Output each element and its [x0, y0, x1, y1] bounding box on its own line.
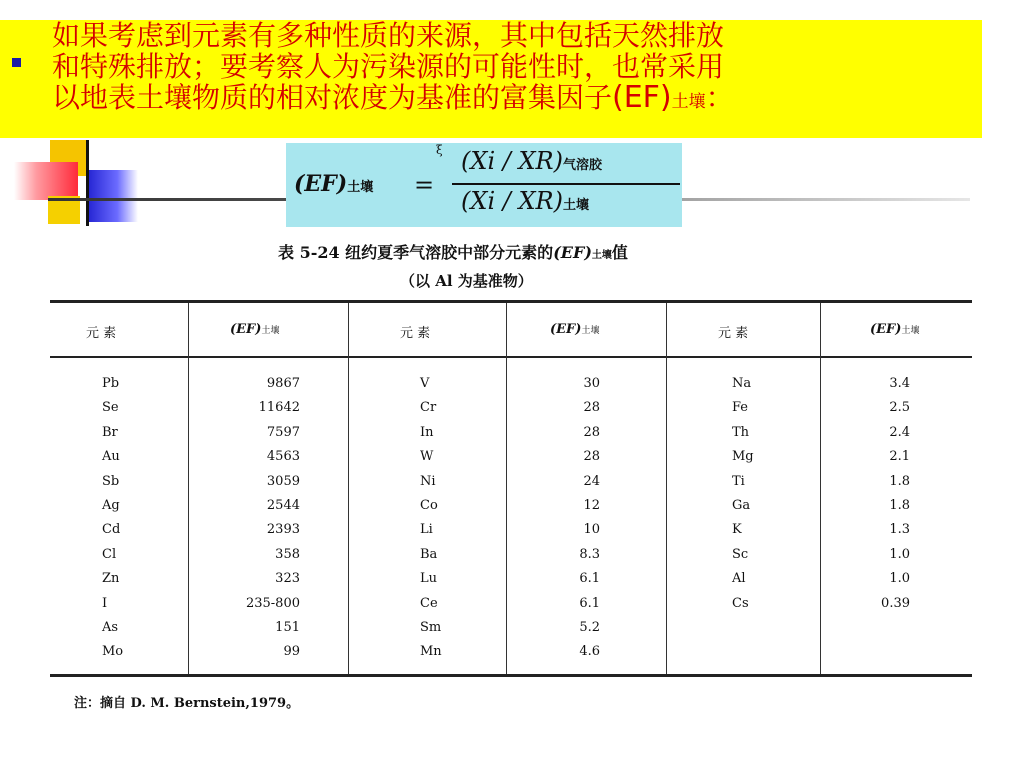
table-cell: 1.0: [889, 571, 910, 587]
table-cell: 3059: [266, 473, 300, 489]
col-values-3: [868, 372, 910, 616]
decor-vertical-line: [86, 140, 89, 226]
table-cell: 2393: [266, 522, 300, 538]
table-cell: Al: [732, 571, 746, 587]
table-cell: 3.4: [889, 376, 910, 391]
decor-horizontal-line-fade: [640, 198, 970, 201]
formula-denominator-subscript: 土壤: [563, 198, 590, 213]
formula-mark: ξ: [436, 143, 443, 157]
table-cell: 24: [583, 473, 600, 489]
table-column-divider: [188, 303, 189, 674]
table-column-divider: [506, 303, 507, 674]
intro-text: [52, 20, 972, 118]
intro-highlight-box: [0, 20, 982, 138]
col-elements-1: [102, 372, 123, 665]
table-cell: Zn: [102, 571, 120, 587]
table-cell: 1.0: [889, 546, 910, 562]
table-cell: In: [420, 424, 434, 440]
table-cell: I: [102, 595, 108, 611]
table-cell: 7597: [266, 424, 300, 440]
table-cell: Ag: [102, 497, 120, 513]
table-cell: W: [420, 449, 434, 465]
table-cell: 2.4: [889, 424, 910, 440]
formula-lhs-symbol: (EF): [294, 171, 348, 197]
intro-ef-subscript: 土壤: [671, 92, 706, 112]
decor-blue-square: [86, 170, 138, 222]
header-ef-3-symbol: (EF): [870, 322, 902, 337]
table-cell: 5.2: [579, 619, 600, 635]
table-cell: 4.6: [579, 644, 600, 660]
table-cell: 1.3: [889, 522, 910, 538]
table-source-note: 注：摘自 D. M. Bernstein,1979。: [74, 696, 300, 711]
table-cell: Cl: [102, 546, 117, 562]
table-cell: 28: [583, 449, 600, 465]
table-caption: [278, 240, 758, 263]
table-caption-prefix: 表 5-24 纽约夏季气溶胶中部分元素的: [278, 243, 554, 262]
table-cell: K: [732, 522, 742, 538]
formula-lhs: [294, 171, 373, 197]
table-cell: Se: [102, 400, 119, 416]
col-values-2: [540, 372, 600, 665]
header-ef-3-subscript: 土壤: [901, 326, 920, 336]
formula-denominator: [461, 187, 589, 215]
header-ef-2: [550, 322, 599, 337]
col-values-1: [220, 372, 300, 665]
table-cell: 8.3: [579, 546, 600, 562]
table-cell: 99: [283, 644, 300, 660]
table-cell: 1.8: [889, 473, 910, 489]
formula-numerator-expr: (Xi / XR): [461, 147, 563, 175]
table-cell: Ga: [732, 497, 751, 513]
table-cell: 151: [275, 619, 300, 635]
header-ef-3: [870, 322, 919, 337]
table-cell: Cs: [732, 595, 749, 611]
table-cell: Pb: [102, 376, 120, 391]
table-cell: 323: [275, 571, 300, 587]
ef-formula: [286, 143, 682, 227]
table-cell: Th: [732, 424, 750, 440]
header-ef-1-subscript: 土壤: [261, 326, 280, 336]
formula-numerator: [461, 147, 602, 175]
formula-lhs-subscript: 土壤: [347, 180, 374, 195]
table-cell: 4563: [266, 449, 300, 465]
table-cell: 358: [275, 546, 300, 562]
header-element-3: 元 素: [718, 326, 749, 341]
header-element-1: 元 素: [86, 326, 117, 341]
table-cell: Cr: [420, 400, 437, 416]
table-cell: 235-800: [245, 595, 300, 611]
table-cell: 12: [583, 497, 600, 513]
table-cell: Sc: [732, 546, 749, 562]
table-cell: 2.5: [889, 400, 910, 416]
table-column-divider: [348, 303, 349, 674]
table-cell: Ce: [420, 595, 438, 611]
table-cell: 28: [583, 424, 600, 440]
header-element-2: 元 素: [400, 326, 431, 341]
header-ef-2-subscript: 土壤: [581, 326, 600, 336]
decor-red-square: [14, 162, 78, 200]
bullet-icon: [12, 58, 21, 67]
table-cell: V: [420, 376, 430, 391]
table-cell: Fe: [732, 400, 749, 416]
header-ef-1: [230, 322, 279, 337]
table-cell: 6.1: [579, 595, 600, 611]
table-cell: 1.8: [889, 497, 910, 513]
formula-fraction-bar: [452, 183, 680, 185]
table-subcaption: （以 Al 为基准物）: [400, 272, 533, 290]
table-bottom-rule: [50, 674, 972, 677]
table-cell: 30: [583, 376, 600, 391]
table-cell: Br: [102, 424, 118, 440]
table-column-divider: [820, 303, 821, 674]
table-caption-suffix: 值: [611, 243, 628, 262]
table-cell: As: [102, 619, 119, 635]
table-cell: Co: [420, 497, 438, 513]
intro-line-3-text: 以地表土壤物质的相对浓度为基准的富集因子: [52, 81, 613, 114]
table-cell: Li: [420, 522, 433, 538]
table-cell: Mg: [732, 449, 754, 465]
table-cell: Mn: [420, 644, 442, 660]
intro-ef-symbol: (EF): [612, 80, 672, 115]
table-cell: Ni: [420, 473, 436, 489]
header-ef-1-symbol: (EF): [230, 322, 262, 337]
table-cell: Au: [102, 449, 120, 465]
table-cell: Ti: [732, 473, 745, 489]
table-cell: Lu: [420, 571, 438, 587]
table-cell: 6.1: [579, 571, 600, 587]
table-cell: Mo: [102, 644, 124, 660]
table-cell: 10: [583, 522, 600, 538]
table-cell: 0.39: [881, 595, 910, 611]
table-caption-subscript: 土壤: [591, 250, 612, 261]
formula-equals: =: [414, 171, 435, 199]
table-cell: 28: [583, 400, 600, 416]
table-cell: 2544: [266, 497, 300, 513]
table-cell: Sm: [420, 619, 442, 635]
table-cell: 9867: [266, 376, 300, 391]
table-cell: Cd: [102, 522, 121, 538]
formula-denominator-expr: (Xi / XR): [461, 187, 563, 215]
intro-line-2: 和特殊排放；要考察人为污染源的可能性时，也常采用: [52, 50, 725, 83]
header-ef-2-symbol: (EF): [550, 322, 582, 337]
intro-line-3: [52, 82, 972, 118]
table-cell: 11642: [258, 400, 300, 416]
table-caption-ef: (EF): [553, 243, 592, 262]
table-column-divider: [666, 303, 667, 674]
formula-numerator-subscript: 气溶胶: [563, 158, 603, 173]
col-elements-3: [732, 372, 754, 616]
table-cell: Sb: [102, 473, 120, 489]
table-cell: 2.1: [889, 449, 910, 465]
ef-table: [50, 300, 972, 678]
intro-line-1: 如果考虑到元素有多种性质的来源，其中包括天然排放: [52, 19, 725, 52]
table-cell: Na: [732, 376, 752, 391]
table-cell: Ba: [420, 546, 438, 562]
intro-colon: ：: [705, 81, 734, 114]
col-elements-2: [420, 372, 442, 665]
